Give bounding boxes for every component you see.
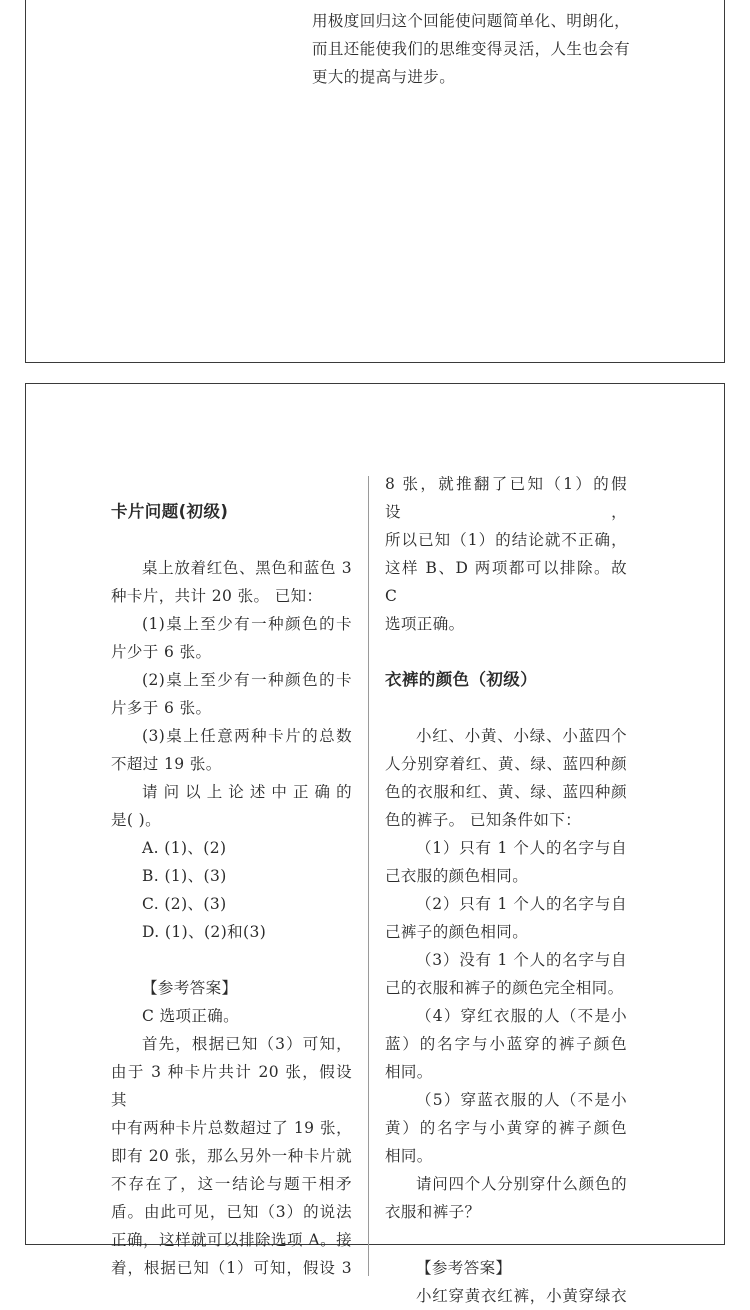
continuation-line: 这样 B、D 两项都可以排除。故 C	[385, 559, 627, 605]
condition-line: 不超过 19 张。	[111, 755, 222, 773]
right-column	[385, 470, 627, 1310]
section-title-clothes-colors: 衣裤的颜色（初级）	[385, 670, 538, 689]
condition-line: （3）没有 1 个人的名字与自	[416, 951, 627, 969]
paragraph-line: 桌上放着红色、黑色和蓝色 3	[142, 559, 352, 577]
condition-line: (1)桌上至少有一种颜色的卡	[142, 615, 352, 633]
text-line: 更大的提高与进步。	[312, 68, 456, 86]
previous-page-text	[312, 7, 652, 91]
condition-line: 己衣服的颜色相同。	[385, 867, 529, 885]
question-line: 请问四个人分别穿什么颜色的	[416, 1175, 627, 1193]
spacer	[111, 526, 352, 554]
condition-line: （2）只有 1 个人的名字与自	[416, 895, 627, 913]
condition-line: 片少于 6 张。	[111, 643, 212, 661]
condition-line: （4）穿红衣服的人（不是小	[416, 1007, 627, 1025]
question-line: 请问以上论述中正确的	[142, 783, 352, 801]
condition-line: 相同。	[385, 1147, 433, 1165]
answer-heading: 【参考答案】	[142, 979, 238, 997]
text-line: 而且还能使我们的思维变得灵活，人生也会有	[312, 40, 631, 58]
current-page	[25, 383, 725, 1305]
paragraph-line: 种卡片，共计 20 张。 已知：	[111, 587, 323, 605]
explanation-line: 正确，这样就可以排除选项 A。接	[111, 1231, 352, 1249]
condition-line: （1）只有 1 个人的名字与自	[416, 839, 627, 857]
answer-line: 小红穿黄衣红裤，小黄穿绿衣	[416, 1287, 627, 1305]
answer-heading: 【参考答案】	[416, 1259, 512, 1277]
column-divider	[368, 476, 369, 1276]
condition-line: （5）穿蓝衣服的人（不是小	[416, 1091, 627, 1109]
spacer	[111, 946, 352, 974]
left-column	[111, 498, 352, 1282]
answer-line: C 选项正确。	[142, 1007, 240, 1025]
explanation-line: 不存在了，这一结论与题干相矛	[111, 1175, 352, 1193]
option-a: A. (1)、(2)	[142, 839, 227, 857]
option-c: C. (2)、(3)	[142, 895, 227, 913]
option-d: D. (1)、(2)和(3)	[142, 923, 267, 941]
explanation-line: 由于 3 种卡片共计 20 张，假设其	[111, 1063, 352, 1109]
spacer	[385, 1226, 627, 1254]
condition-line: 相同。	[385, 1063, 433, 1081]
continuation-line: 选项正确。	[385, 615, 465, 633]
paragraph-line: 色的裤子。 已知条件如下：	[385, 811, 582, 829]
explanation-line: 中有两种卡片总数超过了 19 张，	[111, 1119, 352, 1137]
condition-line: (3)桌上任意两种卡片的总数	[142, 727, 352, 745]
paragraph-line: 小红、小黄、小绿、小蓝四个	[416, 727, 627, 745]
explanation-line: 盾。由此可见，已知（3）的说法	[111, 1203, 352, 1221]
text-line: 用极度回归这个回能使问题简单化、明朗化，	[312, 12, 631, 30]
continuation-line: 所以已知（1）的结论就不正确，	[385, 531, 627, 549]
condition-line: 己的衣服和裤子的颜色完全相同。	[385, 979, 624, 997]
condition-line: 片多于 6 张。	[111, 699, 212, 717]
question-line: 是( )。	[111, 811, 162, 829]
spacer	[385, 694, 627, 722]
section-title-card-problem: 卡片问题(初级)	[111, 502, 229, 521]
paragraph-line: 色的衣服和红、黄、绿、蓝四种颜	[385, 783, 627, 801]
explanation-line: 着，根据已知（1）可知，假设 3	[111, 1259, 352, 1277]
explanation-line: 首先，根据已知（3）可知，	[142, 1035, 352, 1053]
condition-line: (2)桌上至少有一种颜色的卡	[142, 671, 352, 689]
spacer	[385, 638, 627, 666]
condition-line: 己裤子的颜色相同。	[385, 923, 529, 941]
continuation-line: 8 张，就推翻了已知（1）的假设，	[385, 475, 627, 521]
explanation-line: 即有 20 张，那么另外一种卡片就	[111, 1147, 352, 1165]
condition-line: 蓝）的名字与小蓝穿的裤子颜色	[385, 1035, 627, 1053]
option-b: B. (1)、(3)	[142, 867, 227, 885]
question-line: 衣服和裤子？	[385, 1203, 481, 1221]
condition-line: 黄）的名字与小黄穿的裤子颜色	[385, 1119, 627, 1137]
paragraph-line: 人分别穿着红、黄、绿、蓝四种颜	[385, 755, 627, 773]
previous-page	[25, 0, 725, 363]
